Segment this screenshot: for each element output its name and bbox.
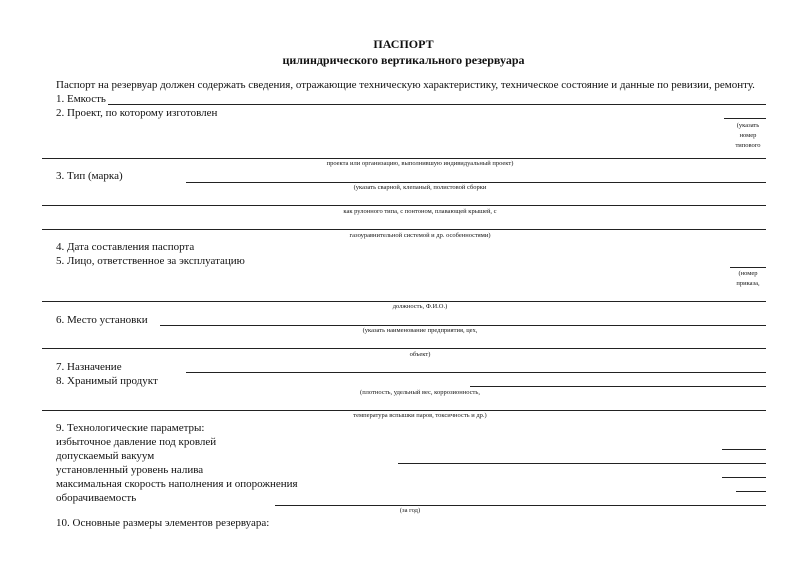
overpressure-label: избыточное давление под кровлей xyxy=(56,436,217,448)
project-org-hint: проекта или организацию, выполнившую индивидуальный проект) xyxy=(326,160,514,167)
capacity-line[interactable] xyxy=(108,104,766,105)
product-hint-2: температура вспышки паров, токсичность и др.) xyxy=(353,412,487,419)
item-tech-params-label: 9. Технологические параметры: xyxy=(56,422,205,434)
type-line-3[interactable] xyxy=(42,229,766,230)
item-capacity-label: 1. Емкость xyxy=(56,93,106,105)
location-hint-1: (указать наименование предприятия, цех, xyxy=(362,327,478,334)
item-location-label: 6. Место установки xyxy=(56,314,148,326)
vacuum-label: допускаемый вакуум xyxy=(56,450,155,462)
item-product-label: 8. Хранимый продукт xyxy=(56,375,158,387)
location-hint-2: объект) xyxy=(409,351,431,358)
project-hint-right-1: (указать xyxy=(736,122,760,129)
max-speed-label: максимальная скорость наполнения и опорожнения xyxy=(56,478,298,490)
product-line-2[interactable] xyxy=(42,410,766,411)
purpose-line[interactable] xyxy=(186,372,766,373)
overpressure-line[interactable] xyxy=(722,449,766,450)
responsible-line[interactable] xyxy=(42,301,766,302)
location-line-1[interactable] xyxy=(160,325,766,326)
intro-text: Паспорт на резервуар должен содержать сведения, отражающие техническую характеристику, техническое состояние и данные по ревизии, ремонту. xyxy=(56,79,755,91)
type-line-1[interactable] xyxy=(186,182,766,183)
max-speed-line[interactable] xyxy=(736,491,766,492)
responsible-hint-right-1: (номер xyxy=(738,270,758,277)
responsible-hint-right-2: приказа, xyxy=(736,280,760,287)
turnover-line[interactable] xyxy=(275,505,766,506)
item-responsible-label: 5. Лицо, ответственное за эксплуатацию xyxy=(56,255,245,267)
project-line[interactable] xyxy=(42,158,766,159)
item-purpose-label: 7. Назначение xyxy=(56,361,122,373)
page-title: ПАСПОРТ xyxy=(373,37,434,51)
type-line-2[interactable] xyxy=(42,205,766,206)
project-hint-right-3: типового xyxy=(735,142,761,149)
fill-level-line[interactable] xyxy=(722,477,766,478)
order-number-line[interactable] xyxy=(730,267,766,268)
turnover-label: оборачиваемость xyxy=(56,492,137,504)
project-number-line[interactable] xyxy=(724,118,766,119)
page-subtitle: цилиндрического вертикального резервуара xyxy=(282,53,525,67)
type-hint-3: газоуравнительной системой и др. особенностями) xyxy=(349,232,491,239)
product-hint-1: (плотность, удельный вес, коррозионность, xyxy=(360,389,480,396)
project-hint-right-2: номер xyxy=(739,132,757,139)
per-year-hint: (за год) xyxy=(399,507,421,514)
location-line-2[interactable] xyxy=(42,348,766,349)
vacuum-line[interactable] xyxy=(398,463,766,464)
responsible-pos-hint: должность, Ф.И.О.) xyxy=(392,303,448,310)
item-dimensions-label: 10. Основные размеры элементов резервуара: xyxy=(56,517,270,529)
item-type-label: 3. Тип (марка) xyxy=(56,170,123,182)
product-line-1[interactable] xyxy=(470,386,766,387)
fill-level-label: установленный уровень налива xyxy=(56,464,204,476)
type-hint-1: (указать сварной, клепаный, полистовой сборки xyxy=(353,184,487,191)
item-date-label: 4. Дата составления паспорта xyxy=(56,241,195,253)
type-hint-2: как рулонного типа, с понтоном, плавающей крышей, с xyxy=(343,208,497,215)
item-project-label: 2. Проект, по которому изготовлен xyxy=(56,107,218,119)
